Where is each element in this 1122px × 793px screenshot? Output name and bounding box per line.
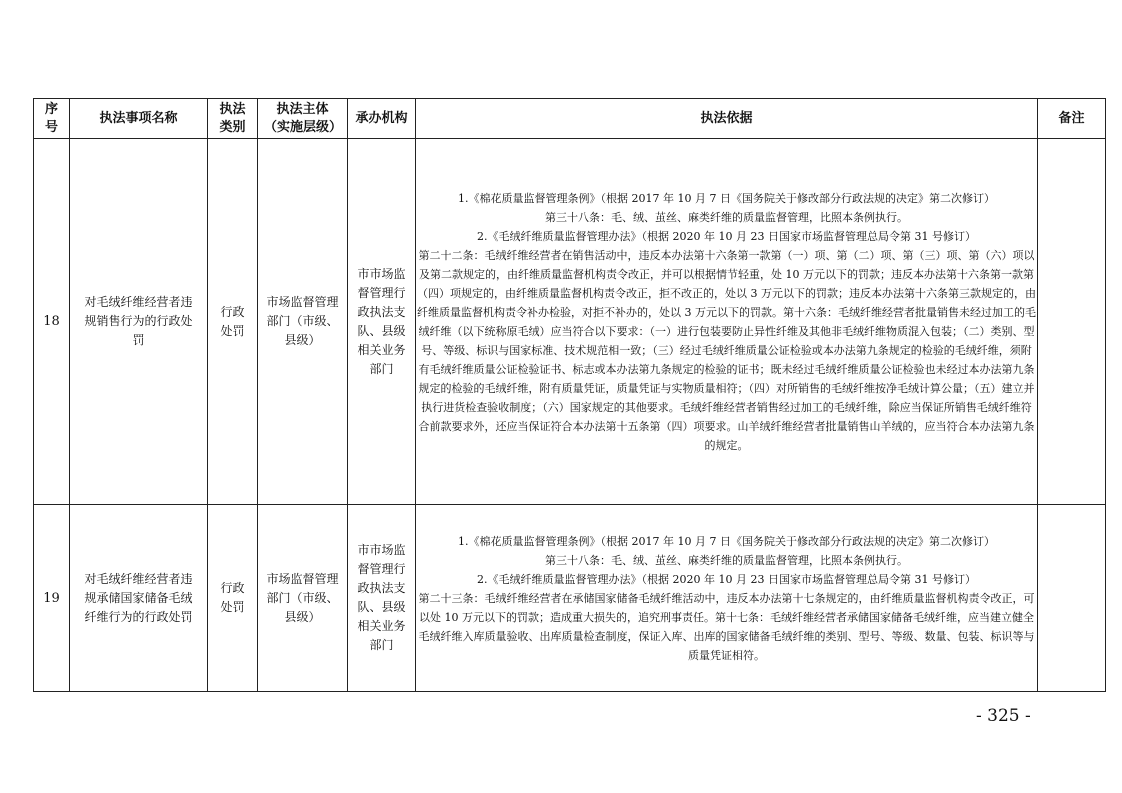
basis-line: 2.《毛绒纤维质量监督管理办法》（根据 2020 年 10 月 23 日国家市场监督管理总局令第 31 号修订） (477, 572, 976, 586)
basis-line: 1.《棉花质量监督管理条例》（根据 2017 年 10 月 7 日《国务院关于修改部分行政法规的决定》第二次修订） (458, 534, 995, 548)
basis-line: 2.《毛绒纤维质量监督管理办法》（根据 2020 年 10 月 23 日国家市场监督管理总局令第 31 号修订） (477, 229, 976, 243)
row-no: 19 (34, 505, 70, 692)
row-name: 对毛绒纤维经营者违规销售行为的行政处罚 (70, 139, 208, 505)
row-agency: 市市场监督管理行政执法支队、县级相关业务部门 (348, 505, 416, 692)
row-basis (416, 505, 1038, 692)
basis-line: 第三十八条：毛、绒、茧丝、麻类纤维的质量监督管理，比照本条例执行。 (545, 210, 908, 224)
table-row (34, 505, 1106, 692)
basis-line: 1.《棉花质量监督管理条例》（根据 2017 年 10 月 7 日《国务院关于修改部分行政法规的决定》第二次修订） (458, 191, 995, 205)
header-agency: 承办机构 (348, 99, 416, 139)
table-header-row (34, 99, 1106, 139)
row-no: 18 (34, 139, 70, 505)
row-subject: 市场监督管理部门（市级、县级） (258, 505, 348, 692)
table-row (34, 139, 1106, 505)
row-category: 行政处罚 (208, 505, 258, 692)
header-subject: 执法主体（实施层级） (258, 99, 348, 139)
header-category: 执法类别 (208, 99, 258, 139)
header-remark: 备注 (1038, 99, 1106, 139)
header-name: 执法事项名称 (70, 99, 208, 139)
basis-line: 第二十三条：毛绒纤维经营者在承储国家储备毛绒纤维活动中，违反本办法第十七条规定的，由纤维质量监督机构责令改正，可以处 10 万元以下的罚款；造成重大损失的，追究刑事责任。第十七条：毛绒纤维经营者承储国家储备毛绒纤维，应当建立健全毛绒纤维入库质量验收、出库质量检查制度，保证入库、出库的国家储备毛绒纤维的类别、型号、等级、数量、包装、标识等与质量凭证相符。 (418, 591, 1035, 662)
basis-line: 第三十八条：毛、绒、茧丝、麻类纤维的质量监督管理，比照本条例执行。 (545, 553, 908, 567)
header-basis: 执法依据 (416, 99, 1038, 139)
row-agency: 市市场监督管理行政执法支队、县级相关业务部门 (348, 139, 416, 505)
enforcement-table (33, 98, 1106, 692)
row-remark (1038, 505, 1106, 692)
header-no: 序号 (34, 99, 70, 139)
row-basis (416, 139, 1038, 505)
row-category: 行政处罚 (208, 139, 258, 505)
row-name: 对毛绒纤维经营者违规承储国家储备毛绒纤维行为的行政处罚 (70, 505, 208, 692)
row-remark (1038, 139, 1106, 505)
basis-line: 第二十二条：毛绒纤维经营者在销售活动中，违反本办法第十六条第一款第（一）项、第（二）项、第（三）项、第（六）项以及第二款规定的，由纤维质量监督机构责令改正，并可以根据情节轻重，处 10 万元以下的罚款；违反本办法第十六条第一款第（四）项规定的，由纤维质量监督机构责令改正，拒不改正的，处以 3 万元以下的罚款；违反本办法第十六条第三款规定的，由纤维质量监督机构责令补办检验，对拒不补办的，处以 3 万元以下的罚款。第十六条：毛绒纤维经营者批量销售未经过加工的毛绒纤维（以下统称原毛绒）应当符合以下要求：（一）进行包装要防止异性纤维及其他非毛绒纤维物质混入包装；（二）类别、型号、等级、标识与国家标准、技术规范相一致；（三）经过毛绒纤维质量公证检验或本办法第九条规定的检验的毛绒纤维，须附有毛绒纤维质量公证检验证书、标志或本办法第九条规定的检验的证书；既未经过毛绒纤维质量公证检验也未经过本办法第九条规定的检验的毛绒纤维，附有质量凭证，质量凭证与实物质量相符；（四）对所销售的毛绒纤维按净毛绒计算公量；（五）建立并执行进货检查验收制度；（六）国家规定的其他要求。毛绒纤维经营者销售经过加工的毛绒纤维，除应当保证所销售毛绒纤维符合前款要求外，还应当保证符合本办法第十五条第（四）项要求。山羊绒纤维经营者批量销售山羊绒的，应当符合本办法第九条的规定。 (417, 248, 1036, 452)
page-number: - 325 - (976, 706, 1031, 726)
row-subject: 市场监督管理部门（市级、县级） (258, 139, 348, 505)
